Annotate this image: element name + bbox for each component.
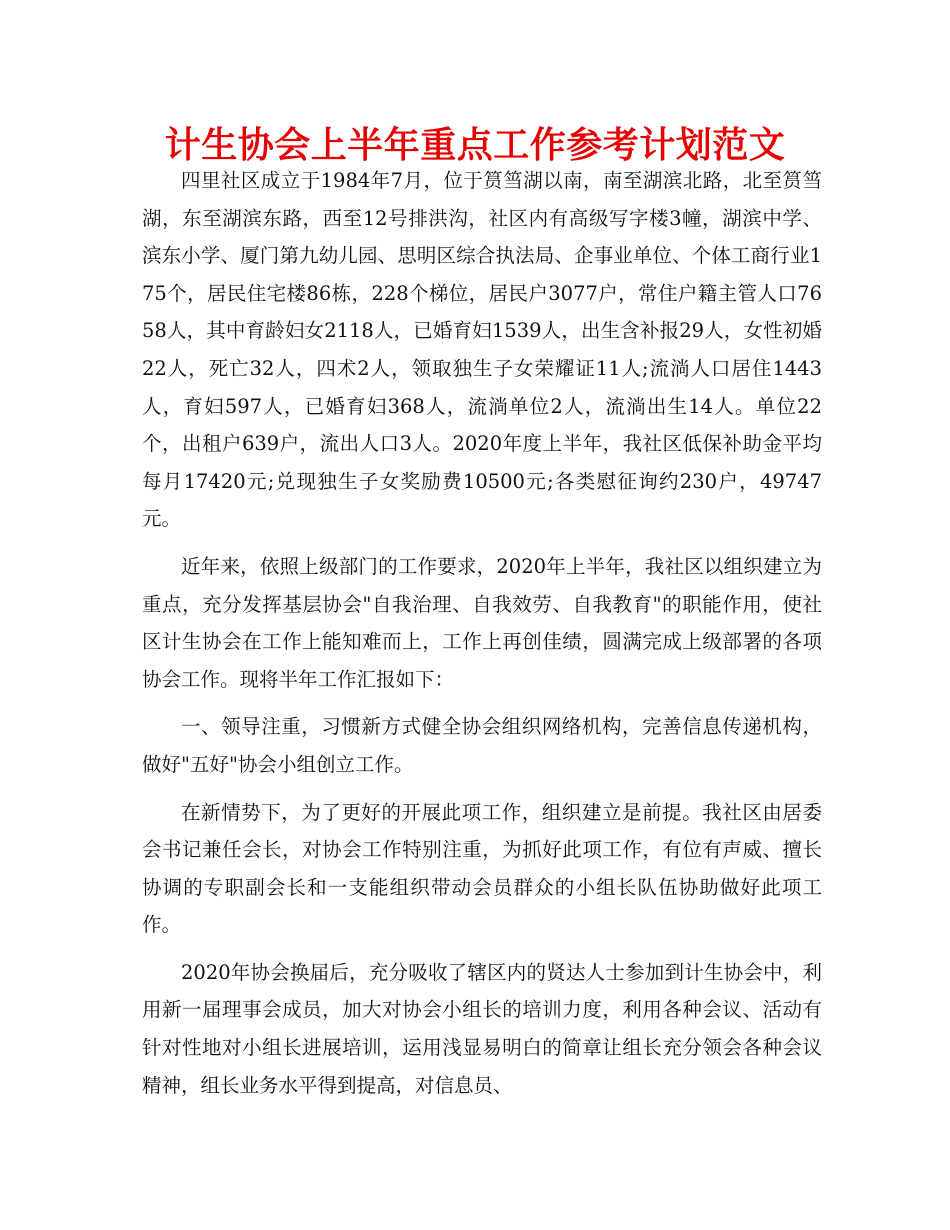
document-title: 计生协会上半年重点工作参考计划范文 — [164, 125, 786, 166]
paragraph-association-training: 2020年协会换届后，充分吸收了辖区内的贤达人士参加到计生协会中，利用新一届理事会成员，加大对协会小组长的培训力度，利用各种会议、活动有针对性地对小组长进展培训，运用浅显易明白的简章让组长充分领会各种会议精神，组长业务水平得到提高，对信息员、 — [142, 960, 822, 1097]
paragraph-organization-building: 在新情势下，为了更好的开展此项工作，组织建立是前提。我社区由居委会书记兼任会长，对协会工作特别注重，为抓好此项工作，有位有声威、擅长协调的专职副会长和一支能组织带动会员群众的小组长队伍协助做好此项工作。 — [142, 800, 822, 937]
paragraph-work-summary-intro: 近年来，依照上级部门的工作要求，2020年上半年，我社区以组织建立为重点，充分发挥基层协会"自我治理、自我效劳、自我教育"的职能作用，使社区计生协会在工作上能知难而上，工作上再创佳绩，圆满完成上级部署的各项协会工作。现将半年工作汇报如下： — [142, 554, 822, 691]
document-body — [142, 162, 822, 1114]
paragraph-community-overview: 四里社区成立于1984年7月，位于筼筜湖以南，南至湖滨北路，北至筼筜湖，东至湖滨东路，西至12号排洪沟，社区内有高级写字楼3幢，湖滨中学、滨东小学、厦门第九幼儿园、思明区综合执法局、企事业单位、个体工商行业175个，居民住宅楼86栋，228个梯位，居民户3077户，常住户籍主管人口7658人，其中育龄妇女2118人，已婚育妇1539人，出生含补报29人，女性初婚22人，死亡32人，四术2人，领取独生子女荣耀证11人;流淌人口居住1443人，育妇597人，已婚育妇368人，流淌单位2人，流淌出生14人。单位22个，出租户639户，流出人口3人。2020年度上半年，我社区低保补助金平均每月17420元;兑现独生子女奖励费10500元;各类慰征询约230户，49747元。 — [142, 169, 822, 531]
paragraph-section-heading-1: 一、领导注重，习惯新方式健全协会组织网络机构，完善信息传递机构，做好"五好"协会小组创立工作。 — [142, 715, 822, 776]
